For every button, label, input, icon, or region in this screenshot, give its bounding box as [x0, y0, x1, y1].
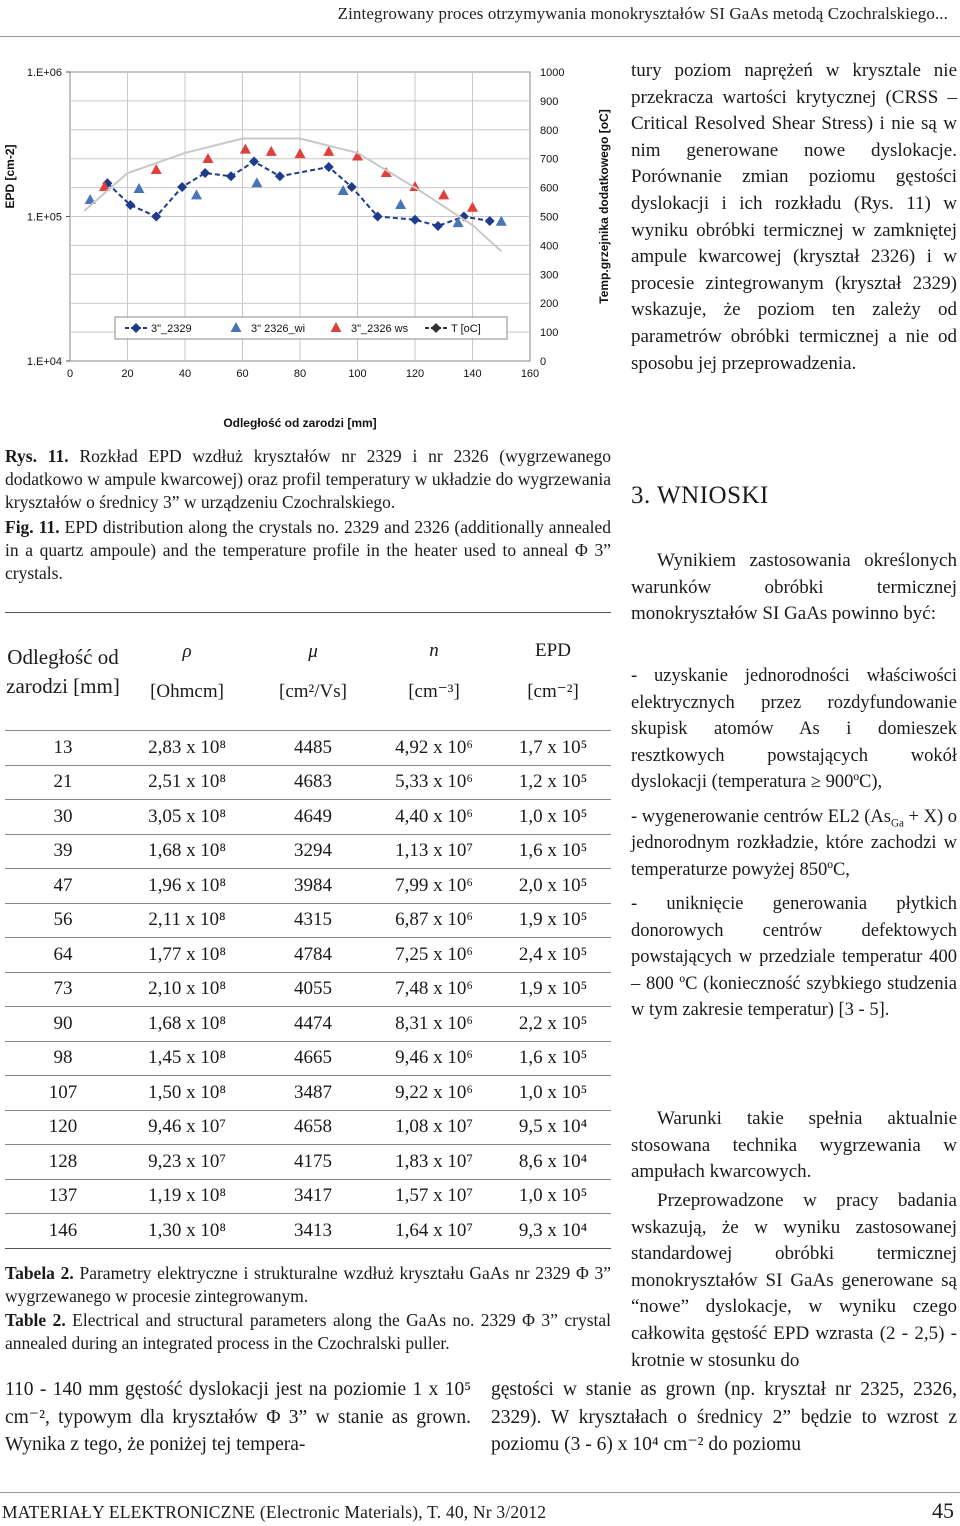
- table-cell: 1,45 x 10⁸: [148, 1047, 226, 1069]
- legend-label: 3" 2326_wi: [251, 323, 306, 335]
- table-cell: 1,64 x 10⁷: [395, 1219, 473, 1241]
- chart-svg: [0, 56, 620, 436]
- y2-axis-title: Temp.grzejnika dodatkowego [oC]: [597, 109, 611, 304]
- header-n: [373, 613, 495, 731]
- table-header-row: [5, 613, 611, 731]
- page-number: 45: [932, 1498, 954, 1523]
- legend-label: 3"_2326 ws: [351, 323, 409, 335]
- table-cell: 39: [53, 840, 73, 862]
- y-tick-label: 1.E+05: [26, 211, 62, 224]
- table-cell: 98: [53, 1047, 73, 1069]
- table-cell: 1,0 x 10⁵: [518, 805, 588, 827]
- table-cell: 4,40 x 10⁶: [395, 805, 473, 827]
- table-cell: 1,9 x 10⁵: [518, 909, 588, 931]
- table-cell: 64: [53, 943, 73, 965]
- y2-tick-label: 1000: [540, 67, 565, 79]
- list-item: - uzyskanie jednorodności właściwości elektrycznych przez rozdyfundowanie skupisk atomów As i domieszek resztkowych powstających wokół dyslokacji (temperatura ≥ 900ºC),: [631, 666, 957, 792]
- table-cell: 3413: [294, 1219, 332, 1241]
- section-heading: 3. WNIOSKI: [631, 482, 769, 509]
- conclusions-intro: Wynikiem zastosowania określonych warunków obróbki termicznej monokryształów SI GaAs powinno być:: [631, 550, 957, 625]
- table-cell: 137: [48, 1185, 78, 1207]
- table-cell: 1,96 x 10⁸: [148, 874, 226, 896]
- header-epd: [495, 613, 611, 731]
- table-cell: 1,57 x 10⁷: [395, 1185, 473, 1207]
- x-tick-label: 0: [66, 368, 74, 380]
- table-cell: 107: [48, 1081, 78, 1103]
- table-cell: 6,87 x 10⁶: [395, 909, 473, 931]
- table-cell: 7,99 x 10⁶: [395, 874, 473, 896]
- table-cell: 4683: [294, 771, 332, 793]
- table-cell: 1,68 x 10⁸: [148, 840, 226, 862]
- table-cell: 4665: [294, 1047, 332, 1069]
- journal-footer: MATERIAŁY ELEKTRONICZNE (Electronic Materials), T. 40, Nr 3/2012: [2, 1502, 547, 1522]
- table-cell: 2,11 x 10⁸: [148, 909, 226, 931]
- table-cell: 7,48 x 10⁶: [395, 978, 473, 1000]
- bottom-right-paragraph: gęstości w stanie as grown (np. kryształ nr 2325, 2326, 2329). W kryształach o średnicy 2” będzie to wzrost z poziomu (3 - 6) x 10⁴ cm⁻² do poziomu: [491, 1379, 957, 1455]
- table-cell: 56: [53, 909, 73, 931]
- table-cell: 47: [53, 874, 73, 896]
- list-item: - uniknięcie generowania płytkich donorowych centrów defektowych powstających w przedziale temperatur 400 – 800 ºC (konieczność szybkiego studzenia w tym zakresie temperatur) [3 - 5].: [631, 894, 957, 1020]
- table-cell: 8,6 x 10⁴: [518, 1150, 588, 1172]
- right-paragraph-1: tury poziom naprężeń w krysztale nie przekracza wartości krytycznej (CRSS – Critical Resolved Shear Stress) i nie są w nim generowane nowe dyslokacje. Porównanie zmian poziomu gęstości dyslokacji i ich rozkładu (Rys. 11) w wyniku obróbki termicznej w zamkniętej ampule kwarcowej (kryształ 2326) i w procesie zintegrowanym (kryształ 2329) wskazuje, że poziom ten zależy od parametrów obróbki termicznej a nie od sposobu jej przeprowadzenia.: [631, 60, 957, 374]
- header-mu: [253, 613, 373, 731]
- table-cell: 2,10 x 10⁸: [148, 978, 226, 1000]
- figure-caption-pl: [5, 445, 611, 514]
- table-cell: 4784: [294, 943, 332, 965]
- table-cell: 5,33 x 10⁶: [395, 771, 473, 793]
- table-cell: 146: [48, 1219, 78, 1241]
- bullet2-text-a: - wygenerowanie centrów EL2 (As: [631, 806, 891, 827]
- table-cell: 4658: [294, 1116, 332, 1138]
- table-caption-text: Parametry elektryczne i strukturalne wzdłuż kryształu GaAs nr 2329 Φ 3” wygrzewanego w procesie zintegrowanym.: [5, 1263, 611, 1306]
- table-cell: 3,05 x 10⁸: [148, 805, 226, 827]
- table-caption-label: Tabela 2.: [5, 1263, 74, 1283]
- table-cell: 3984: [294, 874, 332, 896]
- table-cell: 8,31 x 10⁶: [395, 1012, 473, 1034]
- header-n-symbol: n: [429, 640, 439, 661]
- table-cell: 4649: [294, 805, 332, 827]
- table-cell: 4175: [294, 1150, 332, 1172]
- table-cell: 1,13 x 10⁷: [395, 840, 473, 862]
- table-cell: 2,0 x 10⁵: [518, 874, 588, 896]
- table-cell: 4315: [294, 909, 332, 931]
- y-tick-label: 1.E+04: [26, 356, 62, 368]
- footer-rule: [0, 1492, 960, 1493]
- table-cell: 9,3 x 10⁴: [518, 1219, 588, 1241]
- table-cell: 2,51 x 10⁸: [148, 771, 226, 793]
- table-cell: 1,50 x 10⁸: [148, 1081, 226, 1103]
- table-cell: 9,46 x 10⁶: [395, 1047, 473, 1069]
- table-cell: 1,7 x 10⁵: [518, 736, 588, 758]
- table-row: [5, 731, 611, 766]
- parameters-table: [5, 612, 611, 1249]
- y2-tick-label: 500: [540, 211, 559, 224]
- figure-caption-en: [5, 516, 611, 585]
- x-tick-label: 140: [463, 368, 482, 380]
- table-cell: 4,92 x 10⁶: [395, 736, 473, 758]
- table-cell: 1,9 x 10⁵: [518, 978, 588, 1000]
- table-row: [5, 1110, 611, 1145]
- table-row: [5, 800, 611, 835]
- table-row: [5, 834, 611, 869]
- table-row: [5, 1214, 611, 1249]
- table-cell: 3294: [294, 840, 332, 862]
- table-row: [5, 1076, 611, 1111]
- table-caption-en-label: Table 2.: [5, 1310, 66, 1330]
- x-axis-title: Odległość od zarodzi [mm]: [223, 416, 377, 430]
- running-header: Zintegrowany proces otrzymywania monokryształów SI GaAs metodą Czochralskiego...: [337, 4, 948, 23]
- table-cell: 1,68 x 10⁸: [148, 1012, 226, 1034]
- table-cell: 30: [53, 805, 73, 827]
- table-cell: 1,83 x 10⁷: [395, 1150, 473, 1172]
- x-tick-label: 80: [293, 368, 307, 380]
- x-tick-label: 20: [121, 368, 134, 380]
- table-cell: 73: [53, 978, 73, 1000]
- list-item: [631, 804, 957, 884]
- y2-tick-label: 900: [540, 95, 559, 108]
- table-row: [5, 765, 611, 800]
- table-cell: 90: [53, 1012, 73, 1034]
- table-caption-pl: [5, 1262, 611, 1308]
- header-rho-symbol: ρ: [182, 640, 192, 662]
- table-cell: 9,22 x 10⁶: [395, 1081, 473, 1103]
- table-cell: 2,83 x 10⁸: [148, 736, 226, 758]
- table-cell: 1,6 x 10⁵: [518, 1047, 588, 1069]
- table-row: [5, 1007, 611, 1042]
- x-tick-label: 120: [405, 368, 425, 380]
- table-cell: 3487: [294, 1081, 332, 1103]
- table-cell: 1,19 x 10⁸: [148, 1185, 226, 1207]
- header-n-unit: [cm⁻³]: [408, 681, 460, 702]
- table-cell: 9,5 x 10⁴: [518, 1116, 588, 1138]
- header-rho-unit: [Ohmcm]: [150, 680, 224, 702]
- y-tick-label: 1.E+06: [26, 67, 62, 79]
- table-cell: 1,77 x 10⁸: [148, 943, 226, 965]
- legend-label: T [oC]: [451, 323, 481, 335]
- table-cell: 1,0 x 10⁵: [518, 1081, 588, 1103]
- x-tick-label: 60: [236, 368, 249, 380]
- right-paragraph-4: Przeprowadzone w pracy badania wskazują, że w wyniku zastosowanej standardowej obróbki termicznej monokryształów SI GaAs generowane są “nowe” dyslokacje, w wyniku czego całkowita gęstość EPD wzrasta (2 - 2,5) -krotnie w stosunku do: [631, 1190, 957, 1371]
- left-bottom-paragraph: 110 - 140 mm gęstość dyslokacji jest na poziomie 1 x 10⁵ cm⁻², typowym dla kryształów Φ 3” w stanie as grown. Wynika z tego, że poniżej tej tempera-: [5, 1379, 471, 1455]
- table-cell: 9,46 x 10⁷: [148, 1116, 226, 1138]
- table-cell: 128: [48, 1150, 78, 1172]
- y2-tick-label: 600: [540, 182, 559, 195]
- figure-caption-en-label: Fig. 11.: [5, 517, 60, 537]
- table-cell: 9,23 x 10⁷: [148, 1150, 226, 1172]
- figure-caption-label: Rys. 11.: [5, 446, 69, 466]
- table-cell: 1,6 x 10⁵: [518, 840, 588, 862]
- table-caption-en: [5, 1309, 611, 1355]
- table-cell: 1,0 x 10⁵: [518, 1185, 588, 1207]
- right-column-paragraph-1: [631, 58, 957, 377]
- y2-tick-label: 400: [540, 240, 559, 253]
- y2-tick-label: 200: [540, 298, 559, 311]
- header-rule: [0, 36, 960, 37]
- table-caption-en-text: Electrical and structural parameters along the GaAs no. 2329 Φ 3” crystal annealed during an integrated process in the Czochralski puller.: [5, 1310, 611, 1353]
- table-row: [5, 938, 611, 973]
- table-cell: 1,2 x 10⁵: [518, 771, 588, 793]
- x-tick-label: 40: [178, 368, 192, 380]
- table-cell: 4474: [294, 1012, 332, 1034]
- header-rho: [121, 613, 253, 731]
- table-cell: 1,08 x 10⁷: [395, 1116, 473, 1138]
- header-epd-unit: [cm⁻²]: [527, 681, 579, 702]
- table-row: [5, 972, 611, 1007]
- table-cell: 4485: [294, 736, 332, 758]
- table-cell: 2,4 x 10⁵: [518, 943, 588, 965]
- y2-tick-label: 0: [540, 356, 547, 368]
- table-body: [5, 731, 611, 1249]
- conclusions-list: [631, 663, 957, 1032]
- bullet2-subscript: Ga: [890, 817, 904, 830]
- table-cell: 13: [53, 736, 73, 758]
- table-row: [5, 903, 611, 938]
- header-mu-symbol: μ: [308, 640, 318, 662]
- table-row: [5, 869, 611, 904]
- y2-tick-label: 800: [540, 124, 559, 137]
- figure-caption-en-text: EPD distribution along the crystals no. 2329 and 2326 (additionally annealed in a quartz ampoule) and the temperature profile in the heater used to anneal Φ 3” crystals.: [5, 517, 611, 583]
- y2-tick-label: 300: [540, 269, 559, 282]
- y2-tick-label: 100: [540, 327, 559, 340]
- x-tick-label: 160: [520, 368, 540, 380]
- table-cell: 7,25 x 10⁶: [395, 943, 473, 965]
- table-row: [5, 1179, 611, 1214]
- x-tick-label: 100: [348, 368, 367, 380]
- table-cell: 4055: [294, 978, 332, 1000]
- figure-caption-text: Rozkład EPD wzdłuż kryształów nr 2329 i nr 2326 (wygrzewanego dodatkowo w ampule kwarcowej) oraz profil temperatury w układzie do wygrzewania kryształów o średnicy 3” w urządzeniu Czochralskiego.: [5, 446, 612, 512]
- header-distance: Odległość od zarodzi [mm]: [6, 644, 120, 698]
- table-cell: 120: [48, 1116, 78, 1138]
- table-row: [5, 1145, 611, 1180]
- table-cell: 3417: [294, 1185, 332, 1207]
- y-axis-title: EPD [cm-2]: [3, 144, 17, 209]
- legend-label: 3"_2329: [151, 323, 192, 335]
- table-cell: 21: [53, 771, 73, 793]
- table-cell: 2,2 x 10⁵: [518, 1012, 588, 1034]
- right-paragraph-3: Warunki takie spełnia aktualnie stosowana technika wygrzewania w ampułach kwarcowych.: [631, 1108, 957, 1183]
- header-mu-unit: [cm²/Vs]: [279, 680, 347, 702]
- y2-tick-label: 700: [540, 153, 559, 166]
- epd-chart: [0, 56, 620, 436]
- bullet2-text-b: + X) o jednorodnym rozkładzie, które zachodzi w temperaturze powyżej 850ºC,: [631, 806, 957, 880]
- header-epd-symbol: EPD: [535, 640, 571, 661]
- table-cell: 1,30 x 10⁸: [148, 1219, 226, 1241]
- table-row: [5, 1041, 611, 1076]
